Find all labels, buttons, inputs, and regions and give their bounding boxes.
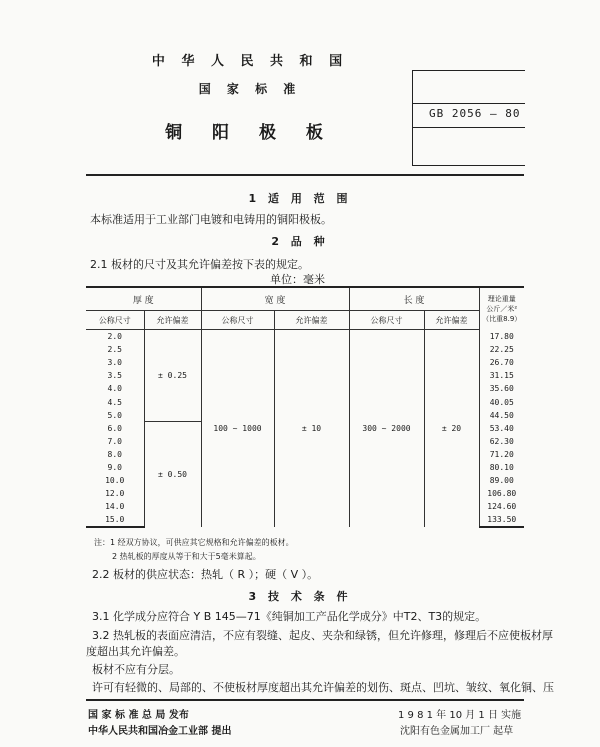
- dimension-table: [86, 286, 524, 528]
- weight-cell: 71.20: [479, 448, 524, 461]
- clause-3-2-line1: 3.2 热轧板的表面应清洁，不应有裂缝、起皮、夹杂和绿锈，但允许修理，修理后不应使板材厚: [92, 629, 553, 642]
- header-nominal-thickness: 公称尺寸: [86, 311, 144, 330]
- weight-cell: 80.10: [479, 461, 524, 474]
- thickness-cell: 6.0: [107, 423, 122, 433]
- weight-cell: 17.80: [479, 330, 524, 344]
- weight-cell: 53.40: [479, 422, 524, 435]
- weight-cell: 44.50: [479, 409, 524, 422]
- width-nominal-cell: 100 ~ 1000: [201, 330, 274, 528]
- unit-label: 单位：毫米: [270, 273, 325, 286]
- thickness-cell: 12.0: [105, 489, 125, 499]
- width-tolerance-cell: ± 10: [274, 330, 349, 528]
- header-length: 长 度: [349, 287, 479, 311]
- thickness-cell: 7.0: [107, 436, 122, 446]
- clause-3-1: 3.1 化学成分应符合 Y B 145—71《纯铜加工产品化学成分》中T2、T3的规定。: [92, 610, 487, 623]
- weight-cell: 40.05: [479, 395, 524, 408]
- issuer: 国 家 标 准 总 局 发布: [88, 710, 189, 721]
- thickness-cell: 3.5: [107, 371, 122, 381]
- thickness-tolerance-cell: ± 0.50: [144, 422, 201, 528]
- header-tolerance-thickness: 允许偏差: [144, 311, 201, 330]
- thickness-cell: 2.5: [107, 345, 122, 355]
- section-1-text: 本标准适用于工业部门电镀和电铸用的铜阳极板。: [90, 213, 332, 226]
- header-tolerance-length: 允许偏差: [424, 311, 479, 330]
- clause-2-1: 2.1 板材的尺寸及其允许偏差按下表的规定。: [90, 258, 309, 271]
- weight-cell: 133.50: [479, 513, 524, 527]
- thickness-tolerance-cell: ± 0.25: [144, 330, 201, 422]
- header-weight: 理论重量 公斤／米² （比重8.9）: [479, 287, 524, 330]
- thickness-cell: 2.0: [107, 332, 122, 342]
- header-nominal-length: 公称尺寸: [349, 311, 424, 330]
- standard-code: GB 2056 — 80: [429, 107, 521, 120]
- weight-cell: 106.80: [479, 487, 524, 500]
- note-1: 注：1 经双方协议，可供应其它规格和允许偏差的板材。: [94, 538, 294, 547]
- proposer: 中华人民共和国冶金工业部 提出: [88, 726, 232, 737]
- thickness-cell: 4.5: [107, 397, 122, 407]
- weight-cell: 124.60: [479, 500, 524, 513]
- drafter: 沈阳有色金属加工厂 起草: [400, 726, 514, 737]
- standard-type-heading: 国 家 标 准: [198, 82, 302, 96]
- thickness-cell: 14.0: [105, 502, 125, 512]
- thickness-cell: 10.0: [105, 476, 125, 486]
- length-nominal-cell: 300 ~ 2000: [349, 330, 424, 528]
- thickness-cell: 3.0: [107, 358, 122, 368]
- weight-cell: 31.15: [479, 369, 524, 382]
- clause-3-2-allowed: 许可有轻微的、局部的、不使板材厚度超出其允许偏差的划伤、斑点、凹坑、皱纹、氧化铜、压: [92, 681, 554, 694]
- header-nominal-width: 公称尺寸: [201, 311, 274, 330]
- thickness-cell: 5.0: [107, 410, 122, 420]
- header-tolerance-width: 允许偏差: [274, 311, 349, 330]
- section-1-title: 1 适 用 范 围: [248, 192, 352, 205]
- clause-3-2-layers: 板材不应有分层。: [92, 663, 180, 676]
- header-width: 宽 度: [201, 287, 349, 311]
- weight-cell: 26.70: [479, 356, 524, 369]
- header-thickness: 厚 度: [86, 287, 201, 311]
- thickness-cell: 8.0: [107, 449, 122, 459]
- footer-rule: [86, 699, 524, 701]
- standard-code-box: [412, 70, 525, 166]
- clause-3-2-line2: 度超出其允许偏差。: [86, 645, 185, 658]
- table-row: [86, 330, 524, 344]
- note-2: 2 热轧板的厚度从等于和大于5毫米算起。: [112, 552, 261, 561]
- length-tolerance-cell: ± 20: [424, 330, 479, 528]
- header-rule: [86, 174, 524, 176]
- weight-cell: 89.00: [479, 474, 524, 487]
- weight-cell: 22.25: [479, 343, 524, 356]
- document-title: 铜 阳 极 板: [165, 123, 335, 143]
- thickness-cell: 9.0: [107, 462, 122, 472]
- country-heading: 中 华 人 民 共 和 国: [151, 54, 349, 69]
- thickness-cell: 15.0: [86, 513, 144, 527]
- thickness-cell: 4.0: [107, 384, 122, 394]
- weight-cell: 35.60: [479, 382, 524, 395]
- section-2-title: 2 品 种: [271, 235, 329, 248]
- clause-2-2: 2.2 板材的供应状态：热轧（ R ）；硬（ V ）。: [92, 568, 319, 581]
- weight-cell: 62.30: [479, 435, 524, 448]
- section-3-title: 3 技 术 条 件: [248, 590, 352, 603]
- implementation-date: 1 9 8 1 年 10 月 1 日 实施: [398, 710, 522, 721]
